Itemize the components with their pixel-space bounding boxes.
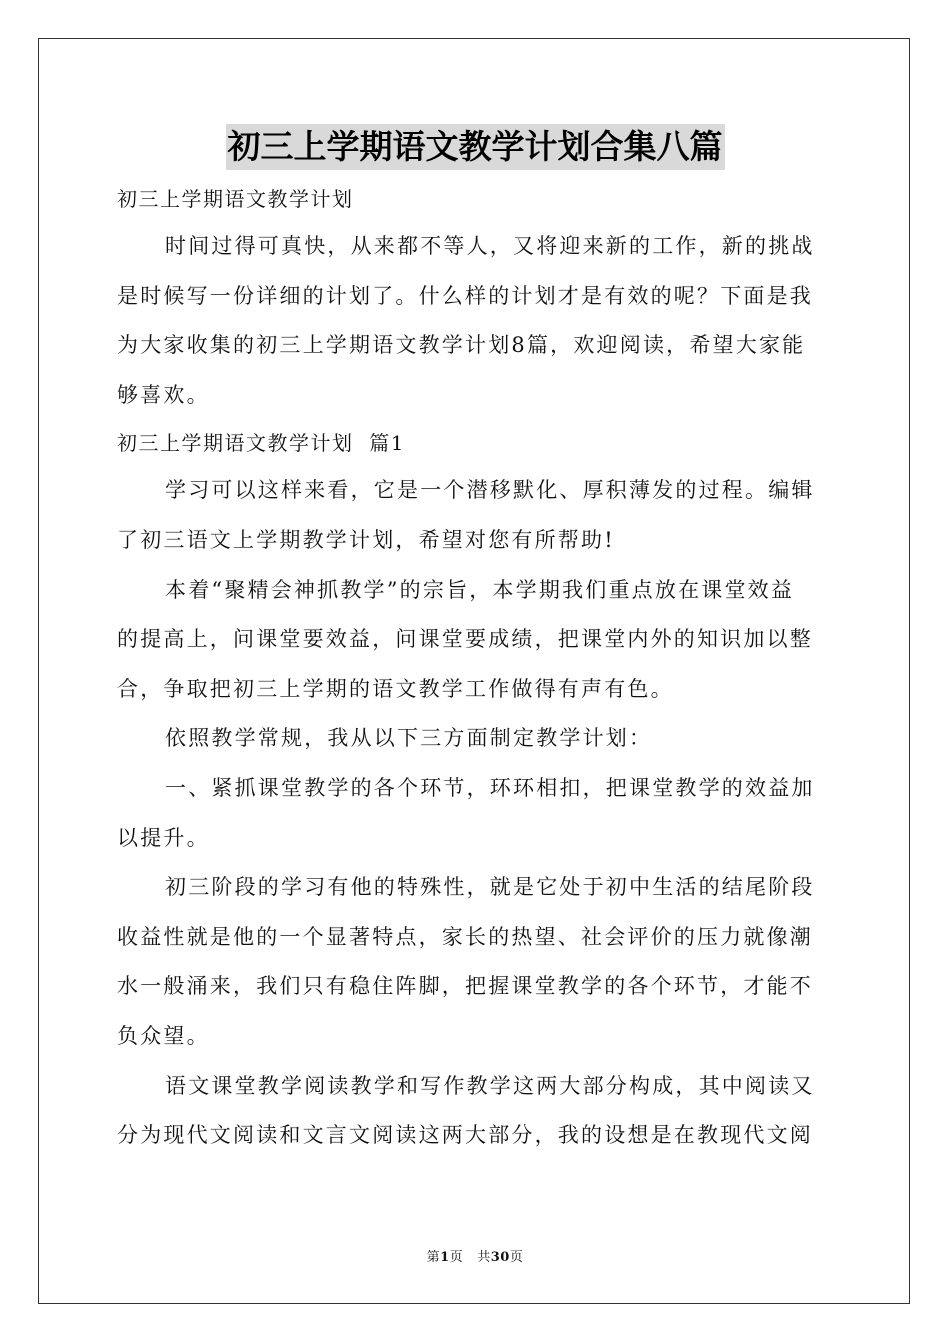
- page-footer: [0, 1246, 950, 1265]
- paragraph-line: 收益性就是他的一个显著特点，家长的热望、社会评价的压力就像潮: [117, 924, 813, 949]
- total-pages: 30: [490, 1250, 510, 1265]
- paragraph-line: 了初三语文上学期教学计划，希望对您有所帮助!: [117, 527, 615, 552]
- paragraph-line: 本着“聚精会神抓教学”的宗旨，本学期我们重点放在课堂效益: [165, 577, 795, 602]
- paragraph-line: 负众望。: [117, 1023, 210, 1048]
- title-container: [0, 124, 950, 170]
- paragraph-line: 一、紧抓课堂教学的各个环节，环环相扣，把课堂教学的效益加: [165, 775, 815, 800]
- intro-line: 时间过得可真快，从来都不等人，又将迎来新的工作，新的挑战: [165, 234, 815, 258]
- paragraph-line: 水一般涌来，我们只有稳住阵脚，把握课堂教学的各个环节，才能不: [117, 974, 813, 999]
- total-suffix: 页: [509, 1250, 524, 1265]
- document-body: [117, 176, 833, 1161]
- intro-line: 为大家收集的初三上学期语文教学计划8篇，欢迎阅读，希望大家能: [117, 333, 806, 358]
- intro-line: 是时候写一份详细的计划了。什么样的计划才是有效的呢？下面是我: [117, 283, 813, 308]
- document-subtitle: 初三上学期语文教学计划: [117, 187, 354, 211]
- paragraph-line: 依照教学常规，我从以下三方面制定教学计划：: [165, 726, 653, 751]
- page-suffix: 页: [449, 1250, 464, 1265]
- intro-line: 够喜欢。: [117, 382, 210, 407]
- paragraph-line: 的提高上，问课堂要效益，问课堂要成绩，把课堂内外的知识加以整: [117, 627, 813, 652]
- paragraph-line: 语文课堂教学阅读教学和写作教学这两大部分构成，其中阅读又: [165, 1073, 815, 1098]
- page-prefix: 第: [426, 1250, 441, 1265]
- paragraph-line: 以提升。: [117, 825, 210, 850]
- page-number: 1: [440, 1250, 450, 1265]
- section-heading: 初三上学期语文教学计划 篇1: [117, 431, 405, 456]
- paragraph-line: 学习可以这样来看，它是一个潜移默化、厚积薄发的过程。编辑: [165, 478, 815, 503]
- total-prefix: 共: [477, 1250, 491, 1265]
- paragraph-line: 初三阶段的学习有他的特殊性，就是它处于初中生活的结尾阶段: [165, 875, 815, 900]
- document-title: 初三上学期语文教学计划合集八篇: [226, 124, 725, 170]
- paragraph-line: 分为现代文阅读和文言文阅读这两大部分，我的设想是在教现代文阅: [117, 1123, 813, 1148]
- paragraph-line: 合，争取把初三上学期的语文教学工作做得有声有色。: [117, 676, 674, 701]
